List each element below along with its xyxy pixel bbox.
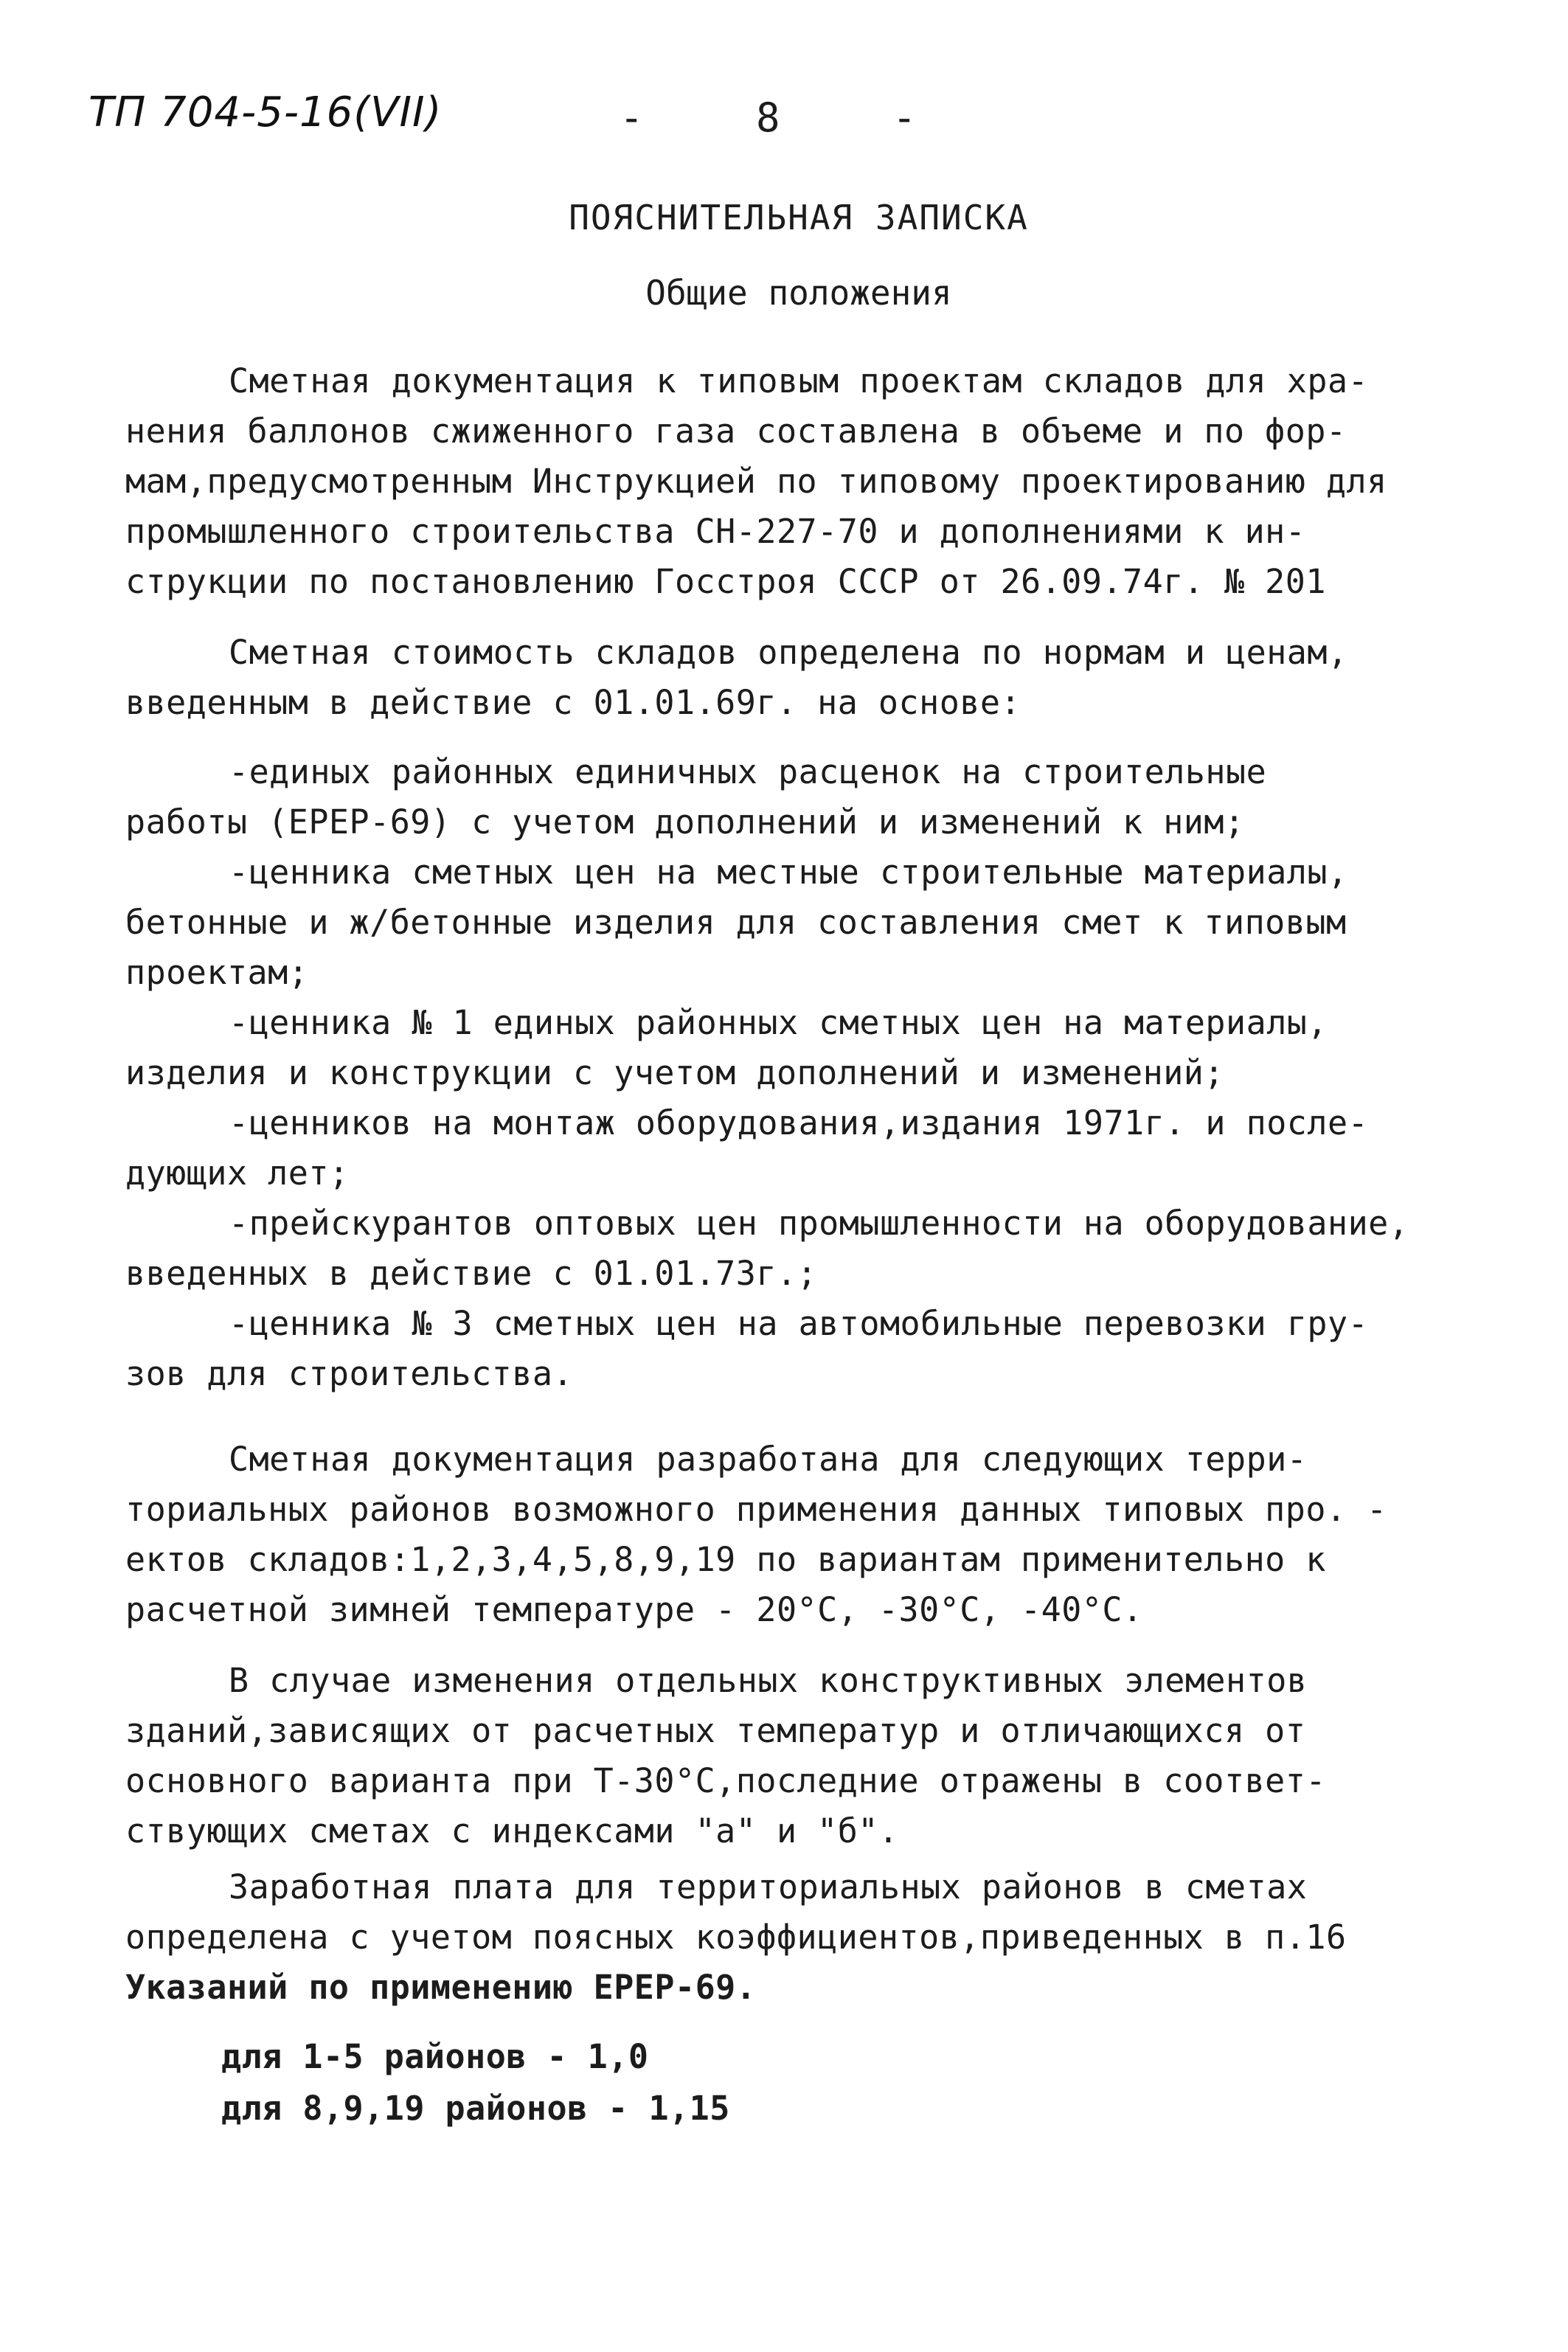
coefficient-line: для 1-5 районов - 1,0: [221, 2037, 649, 2076]
document-code-stamp: ТП 704-5-16(VII): [89, 89, 443, 136]
paragraph-line: Заработная плата для территориальных районов в сметах: [229, 1867, 1308, 1907]
list-item: работы (ЕРЕР-69) с учетом дополнений и изменений к ним;: [125, 802, 1245, 842]
paragraph-line: мам,предусмотренным Инструкцией по типовому проектированию для: [125, 462, 1387, 501]
list-item: изделия и конструкции с учетом дополнений и изменений;: [125, 1053, 1224, 1092]
paragraph-line: ствующих сметах с индексами "а" и "б".: [125, 1811, 899, 1850]
page-number: - 8 -: [620, 94, 961, 141]
page-title: ПОЯСНИТЕЛЬНАЯ ЗАПИСКА: [569, 198, 1029, 237]
paragraph-line: ектов складов:1,2,3,4,5,8,9,19 по вариантам применительно к: [125, 1540, 1326, 1579]
list-item: -прейскурантов оптовых цен промышленности на оборудование,: [229, 1204, 1409, 1243]
list-item: введенных в действие с 01.01.73г.;: [125, 1254, 818, 1293]
paragraph-line: Сметная документация разработана для следующих терри-: [229, 1440, 1308, 1479]
paragraph-line: зданий,зависящих от расчетных температур и отличающихся от: [125, 1711, 1306, 1750]
paragraph-line: ториальных районов возможного применения данных типовых про. -: [125, 1490, 1387, 1529]
paragraph-line: Сметная стоимость складов определена по нормам и ценам,: [229, 633, 1348, 672]
list-item: -ценников на монтаж оборудования,издания 1971г. и после-: [229, 1103, 1369, 1142]
list-item: -единых районных единичных расценок на строительные: [229, 752, 1267, 791]
list-item: -ценника сметных цен на местные строительные материалы,: [229, 853, 1348, 892]
paragraph-line: введенным в действие с 01.01.69г. на основе:: [125, 683, 1021, 722]
paragraph-line: Указаний по применению ЕРЕР-69.: [125, 1968, 757, 2007]
paragraph-line: Сметная документация к типовым проектам складов для хра-: [229, 361, 1369, 400]
list-item: -ценника № 3 сметных цен на автомобильные перевозки гру-: [229, 1304, 1369, 1343]
list-item: дующих лет;: [125, 1154, 350, 1193]
paragraph-line: В случае изменения отдельных конструктивных элементов: [229, 1661, 1308, 1700]
paragraph-line: основного варианта при Т-30°С,последние отражены в соответ-: [125, 1761, 1326, 1800]
paragraph-line: струкции по постановлению Госстроя СССР от 26.09.74г. № 201: [125, 562, 1326, 601]
paragraph-line: промышленного строительства СН-227-70 и дополнениями к ин-: [125, 512, 1306, 551]
coefficient-line: для 8,9,19 районов - 1,15: [221, 2089, 730, 2128]
section-subtitle: Общие положения: [645, 273, 952, 313]
paragraph-line: расчетной зимней температуре - 20°С, -30°С, -40°С.: [125, 1590, 1143, 1629]
list-item: бетонные и ж/бетонные изделия для составления смет к типовым: [125, 903, 1347, 942]
paragraph-line: определена с учетом поясных коэффициентов,приведенных в п.16: [125, 1918, 1347, 1957]
paragraph-line: нения баллонов сжиженного газа составлена в объеме и по фор-: [125, 412, 1347, 451]
list-item: -ценника № 1 единых районных сметных цен на материалы,: [229, 1003, 1328, 1042]
list-item: зов для строительства.: [125, 1354, 574, 1393]
list-item: проектам;: [125, 953, 309, 992]
